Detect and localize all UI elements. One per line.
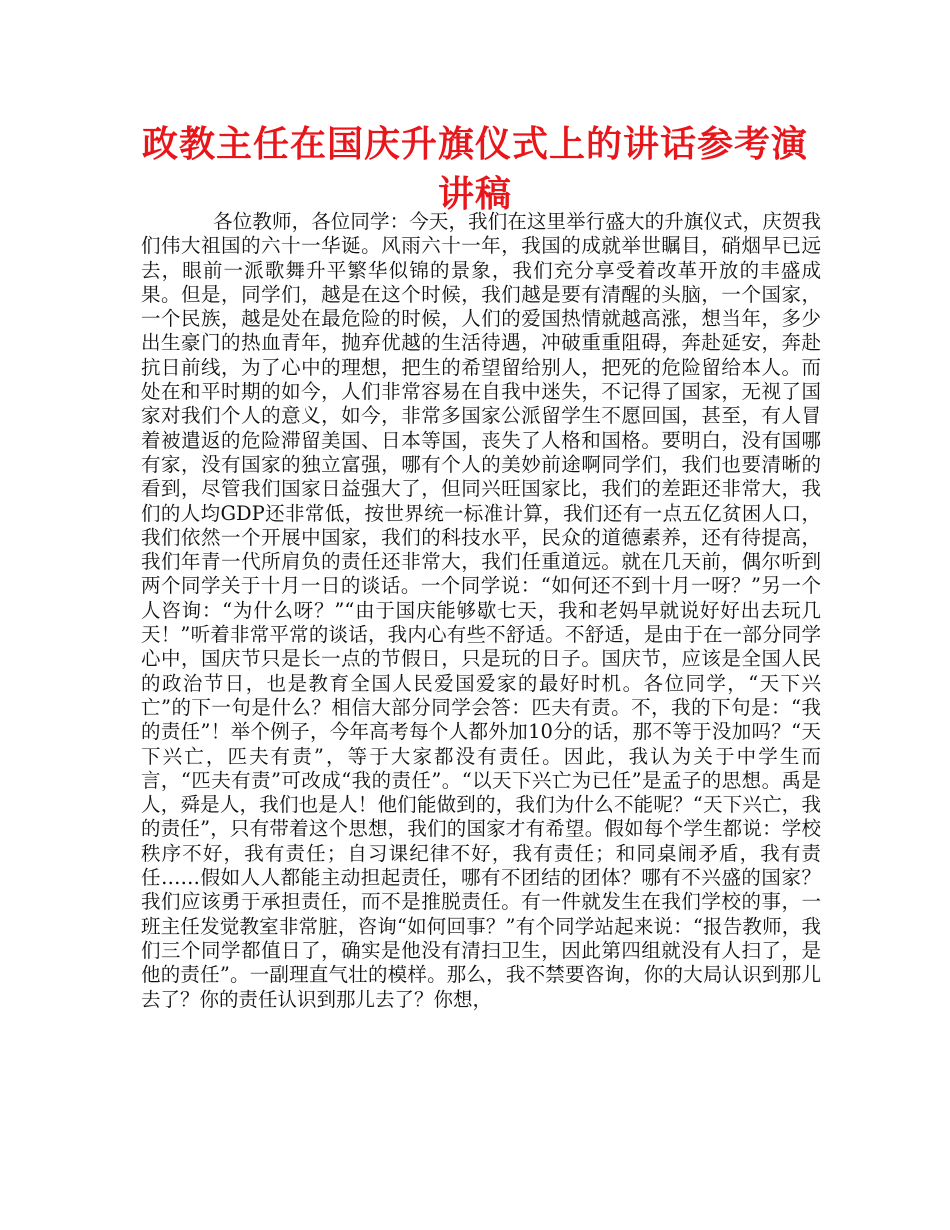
document-title: 政教主任在国庆升旗仪式上的讲话参考演讲稿 [141, 124, 808, 215]
speech-body-paragraph: 各位教师，各位同学：今天，我们在这里举行盛大的升旗仪式，庆贺我们伟大祖国的六十一华诞。风雨六十一年，我国的成就举世瞩目，硝烟早已远去，眼前一派歌舞升平繁华似锦的景象，我们充分享受着改革开放的丰盛成果。但是，同学们，越是在这个时候，我们越是要有清醒的头脑，一个国家，一个民族，越是处在最危险的时候，人们的爱国热情就越高涨，想当年，多少出生豪门的热血青年，抛弃优越的生活待遇，冲破重重阻碍，奔赴延安，奔赴抗日前线，为了心中的理想，把生的希望留给别人，把死的危险留给本人。而处在和平时期的如今，人们非常容易在自我中迷失，不记得了国家，无视了国家对我们个人的意义，如今，非常多国家公派留学生不愿回国，甚至，有人冒着被遣返的危险滞留美国、日本等国，丧失了人格和国格。要明白，没有国哪有家，没有国家的独立富强，哪有个人的美妙前途啊同学们，我们也要清晰的看到，尽管我们国家日益强大了，但同兴旺国家比，我们的差距还非常大，我们的人均GDP还非常低，按世界统一标准计算，我们还有一点五亿贫困人口，我们依然一个开展中国家，我们的科技水平，民众的道德素养，还有待提高，我们年青一代所肩负的责任还非常大，我们任重道远。就在几天前，偶尔听到两个同学关于十月一日的谈话。一个同学说：“如何还不到十月一呀？”另一个人咨询：“为什么呀？”“由于国庆能够歇七天，我和老妈早就说好好出去玩几天！”听着非常平常的谈话，我内心有些不舒适。不舒适，是由于在一部分同学心中，国庆节只是长一点的节假日，只是玩的日子。国庆节，应该是全国人民的政治节日，也是教育全国人民爱国爱家的最好时机。各位同学，“天下兴亡”的下一句是什么？相信大部分同学会答：匹夫有责。不，我的下句是：“我的责任”！举个例子，今年高考每个人都外加10分的话，那不等于没加吗？“天下兴亡，匹夫有责”，等于大家都没有责任。因此，我认为关于中学生而言，“匹夫有责”可改成“我的责任”。“以天下兴亡为已任”是孟子的思想。禹是人，舜是人，我们也是人！他们能做到的，我们为什么不能呢？“天下兴亡，我的责任”，只有带着这个思想，我们的国家才有希望。假如每个学生都说：学校秩序不好，我有责任；自习课纪律不好，我有责任；和同桌闹矛盾，我有责任……假如人人都能主动担起责任，哪有不团结的团体？哪有不兴盛的国家？我们应该勇于承担责任，而不是推脱责任。有一件就发生在我们学校的事，一班主任发觉教室非常脏，咨询“如何回事？”有个同学站起来说：“报告教师，我们三个同学都值日了，确实是他没有清扫卫生，因此第四组就没有人扫了，是他的责任”。一副理直气壮的模样。那么，我不禁要咨询，你的大局认识到那儿去了？你的责任认识到那儿去了？你想， [141, 210, 821, 1011]
